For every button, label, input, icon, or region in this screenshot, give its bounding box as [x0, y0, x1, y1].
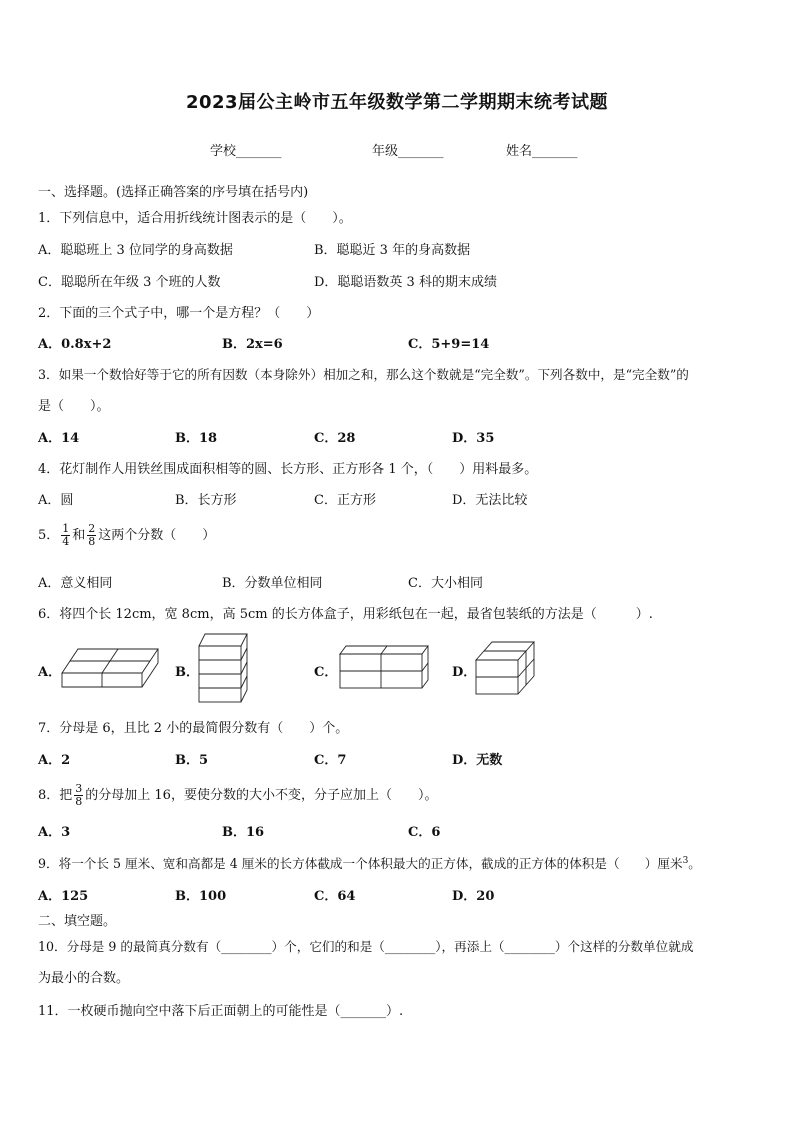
section-fill-heading: 二、填空题。 — [38, 914, 117, 929]
q8-fraction: $\frac{3}{8}$ — [75, 782, 83, 808]
question-3-line2: 是（ ）。 — [38, 399, 110, 414]
section-choice-heading: 一、选择题。(选择正确答案的序号填在括号内) — [38, 185, 309, 200]
q3-option-d: D．35 — [452, 431, 495, 446]
q5-prefix: 5． — [38, 528, 60, 543]
q2-option-b: B．2x=6 — [222, 337, 283, 352]
question-10-line2: 为最小的合数。 — [38, 971, 130, 986]
q4-option-c: C．正方形 — [314, 493, 376, 508]
q6-option-c: C． — [314, 665, 338, 680]
q5-mid: 和 — [72, 528, 86, 543]
q1-option-b: B．聪聪近 3 年的身高数据 — [314, 243, 471, 258]
question-7: 7．分母是 6，且比 2 小的最简假分数有（ ）个。 — [38, 721, 349, 736]
q6-figure-d — [474, 640, 536, 696]
q3-option-b: B．18 — [175, 431, 218, 446]
q9-option-c: C．64 — [314, 889, 356, 904]
q1-option-a: A．聪聪班上 3 位同学的身高数据 — [38, 243, 233, 258]
q8-suffix: 的分母加上 16，要使分数的大小不变，分子应加上（ ）。 — [85, 788, 438, 803]
q9-option-a: A．125 — [38, 889, 89, 904]
q1-option-d: D．聪聪语数英 3 科的期末成绩 — [314, 275, 497, 290]
question-11: 11．一枚硬币抛向空中落下后正面朝上的可能性是（_______）. — [38, 1004, 404, 1019]
q7-option-c: C．7 — [314, 753, 347, 768]
q8-prefix: 8．把 — [38, 788, 73, 803]
question-1: 1．下列信息中，适合用折线统计图表示的是（ ）。 — [38, 211, 352, 226]
question-3-line1: 3．如果一个数恰好等于它的所有因数（本身除外）相加之和，那么这个数就是“完全数”。下列各数中，是“完全数”的 — [38, 367, 689, 382]
q9-option-d: D．20 — [452, 889, 495, 904]
school-field: 学校_______ — [210, 144, 282, 159]
q5-fraction-2: $\frac{2}{8}$ — [88, 522, 96, 548]
question-8 — [38, 783, 437, 808]
q6-figure-a — [60, 645, 160, 689]
question-5 — [38, 523, 215, 548]
name-field: 姓名_______ — [506, 144, 578, 159]
q5-suffix: 这两个分数（ ） — [98, 528, 216, 543]
q4-option-a: A．圆 — [38, 493, 74, 508]
question-2: 2．下面的三个式子中，哪一个是方程？（ ） — [38, 306, 320, 321]
q5-option-c: C．大小相同 — [408, 576, 483, 591]
question-9: 9．将一个长 5 厘米、宽和高都是 4 厘米的长方体截成一个体积最大的正方体，截成的正方体的体积是（ ）厘米$^3$。 — [38, 855, 701, 871]
q1-option-c: C．聪聪所在年级 3 个班的人数 — [38, 275, 221, 290]
q8-option-b: B．16 — [222, 825, 265, 840]
q8-option-c: C．6 — [408, 825, 441, 840]
q6-option-a: A． — [38, 665, 62, 680]
q5-option-a: A．意义相同 — [38, 576, 113, 591]
grade-field: 年级_______ — [372, 144, 444, 159]
q4-option-d: D．无法比较 — [452, 493, 528, 508]
q5-option-b: B．分数单位相同 — [222, 576, 323, 591]
q7-option-b: B．5 — [175, 753, 209, 768]
q3-option-c: C．28 — [314, 431, 356, 446]
q9-option-b: B．100 — [175, 889, 227, 904]
question-6: 6．将四个长 12cm，宽 8cm，高 5cm 的长方体盒子，用彩纸包在一起，最省包装纸的方法是（ ）. — [38, 607, 653, 622]
q3-option-a: A．14 — [38, 431, 80, 446]
q6-option-d: D． — [452, 665, 477, 680]
q7-option-d: D．无数 — [452, 753, 503, 768]
page-title: 2023届公主岭市五年级数学第二学期期末统考试题 — [185, 92, 609, 113]
q6-figure-b — [197, 632, 249, 704]
q2-option-a: A．0.8x+2 — [38, 337, 112, 352]
q9-superscript: 3 — [682, 855, 689, 866]
q2-option-c: C．5+9=14 — [408, 337, 490, 352]
q6-figure-c — [338, 644, 430, 690]
q4-option-b: B．长方形 — [175, 493, 237, 508]
q6-option-b: B． — [175, 665, 199, 680]
question-10-line1: 10．分母是 9 的最简真分数有（________）个，它们的和是（________），再添上（________）个这样的分数单位就成 — [38, 939, 694, 954]
q7-option-a: A．2 — [38, 753, 71, 768]
q5-fraction-1: $\frac{1}{4}$ — [62, 522, 70, 548]
question-4: 4．花灯制作人用铁丝围成面积相等的圆、长方形、正方形各 1 个，（ ）用料最多。 — [38, 462, 538, 477]
q8-option-a: A．3 — [38, 825, 71, 840]
